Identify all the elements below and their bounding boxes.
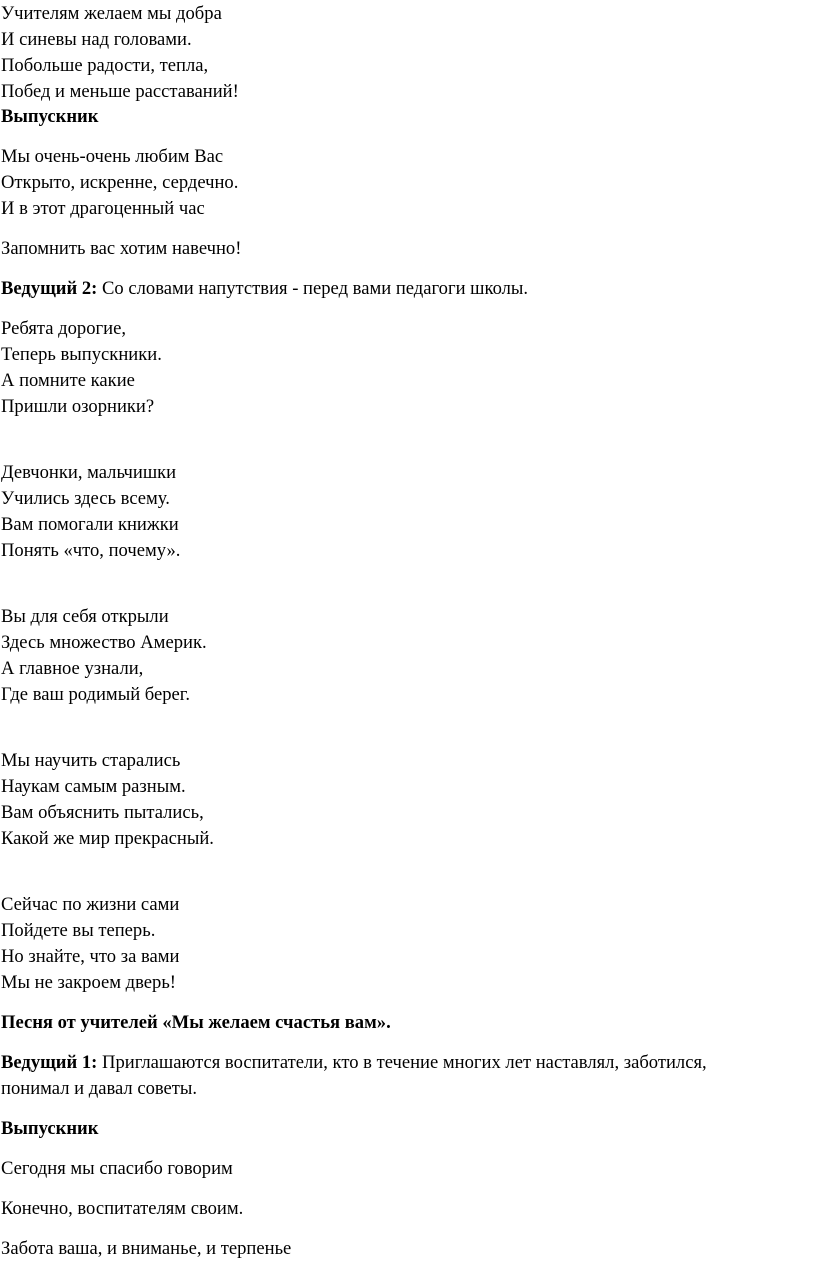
poem-line: Где ваш родимый берег. [1, 684, 190, 705]
poem-line: Мы очень-очень любим Вас [1, 146, 224, 167]
poem-line: Побед и меньше расставаний! [1, 81, 239, 102]
poem-line: Сейчас по жизни сами [1, 894, 180, 915]
poem-line: А главное узнали, [1, 658, 144, 679]
poem-line: Учителям желаем мы добра [1, 3, 222, 24]
poem-line: Вам объяснить пытались, [1, 802, 204, 823]
poem-line: Вам помогали книжки [1, 514, 179, 535]
poem-line: Здесь множество Америк. [1, 632, 207, 653]
poem-line: Вы для себя открыли [1, 606, 169, 627]
poem-line: Наукам самым разным. [1, 776, 186, 797]
paragraph-line: понимал и давал советы. [1, 1078, 198, 1099]
poem-line: Учились здесь всему. [1, 488, 170, 509]
poem-line: Конечно, воспитателям своим. [1, 1198, 244, 1219]
speaker-heading: Выпускник [1, 1118, 99, 1139]
poem-line: Теперь выпускники. [1, 344, 162, 365]
poem-line: И в этот драгоценный час [1, 198, 205, 219]
poem-line: Побольше радости, тепла, [1, 55, 209, 76]
song-heading: Песня от учителей «Мы желаем счастья вам». [1, 1012, 391, 1033]
poem-line: Ребята дорогие, [1, 318, 126, 339]
poem-line: И синевы над головами. [1, 29, 192, 50]
poem-line: Забота ваша, и вниманье, и терпенье [1, 1238, 292, 1259]
poem-line: Мы научить старались [1, 750, 181, 771]
poem-line: Но знайте, что за вами [1, 946, 180, 967]
poem-line: Пришли озорники? [1, 396, 155, 417]
poem-line: Какой же мир прекрасный. [1, 828, 214, 849]
poem-line: Запомнить вас хотим навечно! [1, 238, 242, 259]
poem-line: Пойдете вы теперь. [1, 920, 156, 941]
poem-line: Сегодня мы спасибо говорим [1, 1158, 233, 1179]
poem-line: Открыто, искренне, сердечно. [1, 172, 239, 193]
poem-line: Мы не закроем дверь! [1, 972, 176, 993]
poem-line: Понять «что, почему». [1, 540, 181, 561]
speaker-paragraph: Ведущий 1: Приглашаются воспитатели, кто в течение многих лет наставлял, заботился, [1, 1052, 707, 1073]
poem-line: Девчонки, мальчишки [1, 462, 177, 483]
speaker-heading: Выпускник [1, 106, 99, 127]
poem-line: А помните какие [1, 370, 135, 391]
speaker-paragraph: Ведущий 2: Со словами напутствия - перед вами педагоги школы. [1, 278, 529, 299]
